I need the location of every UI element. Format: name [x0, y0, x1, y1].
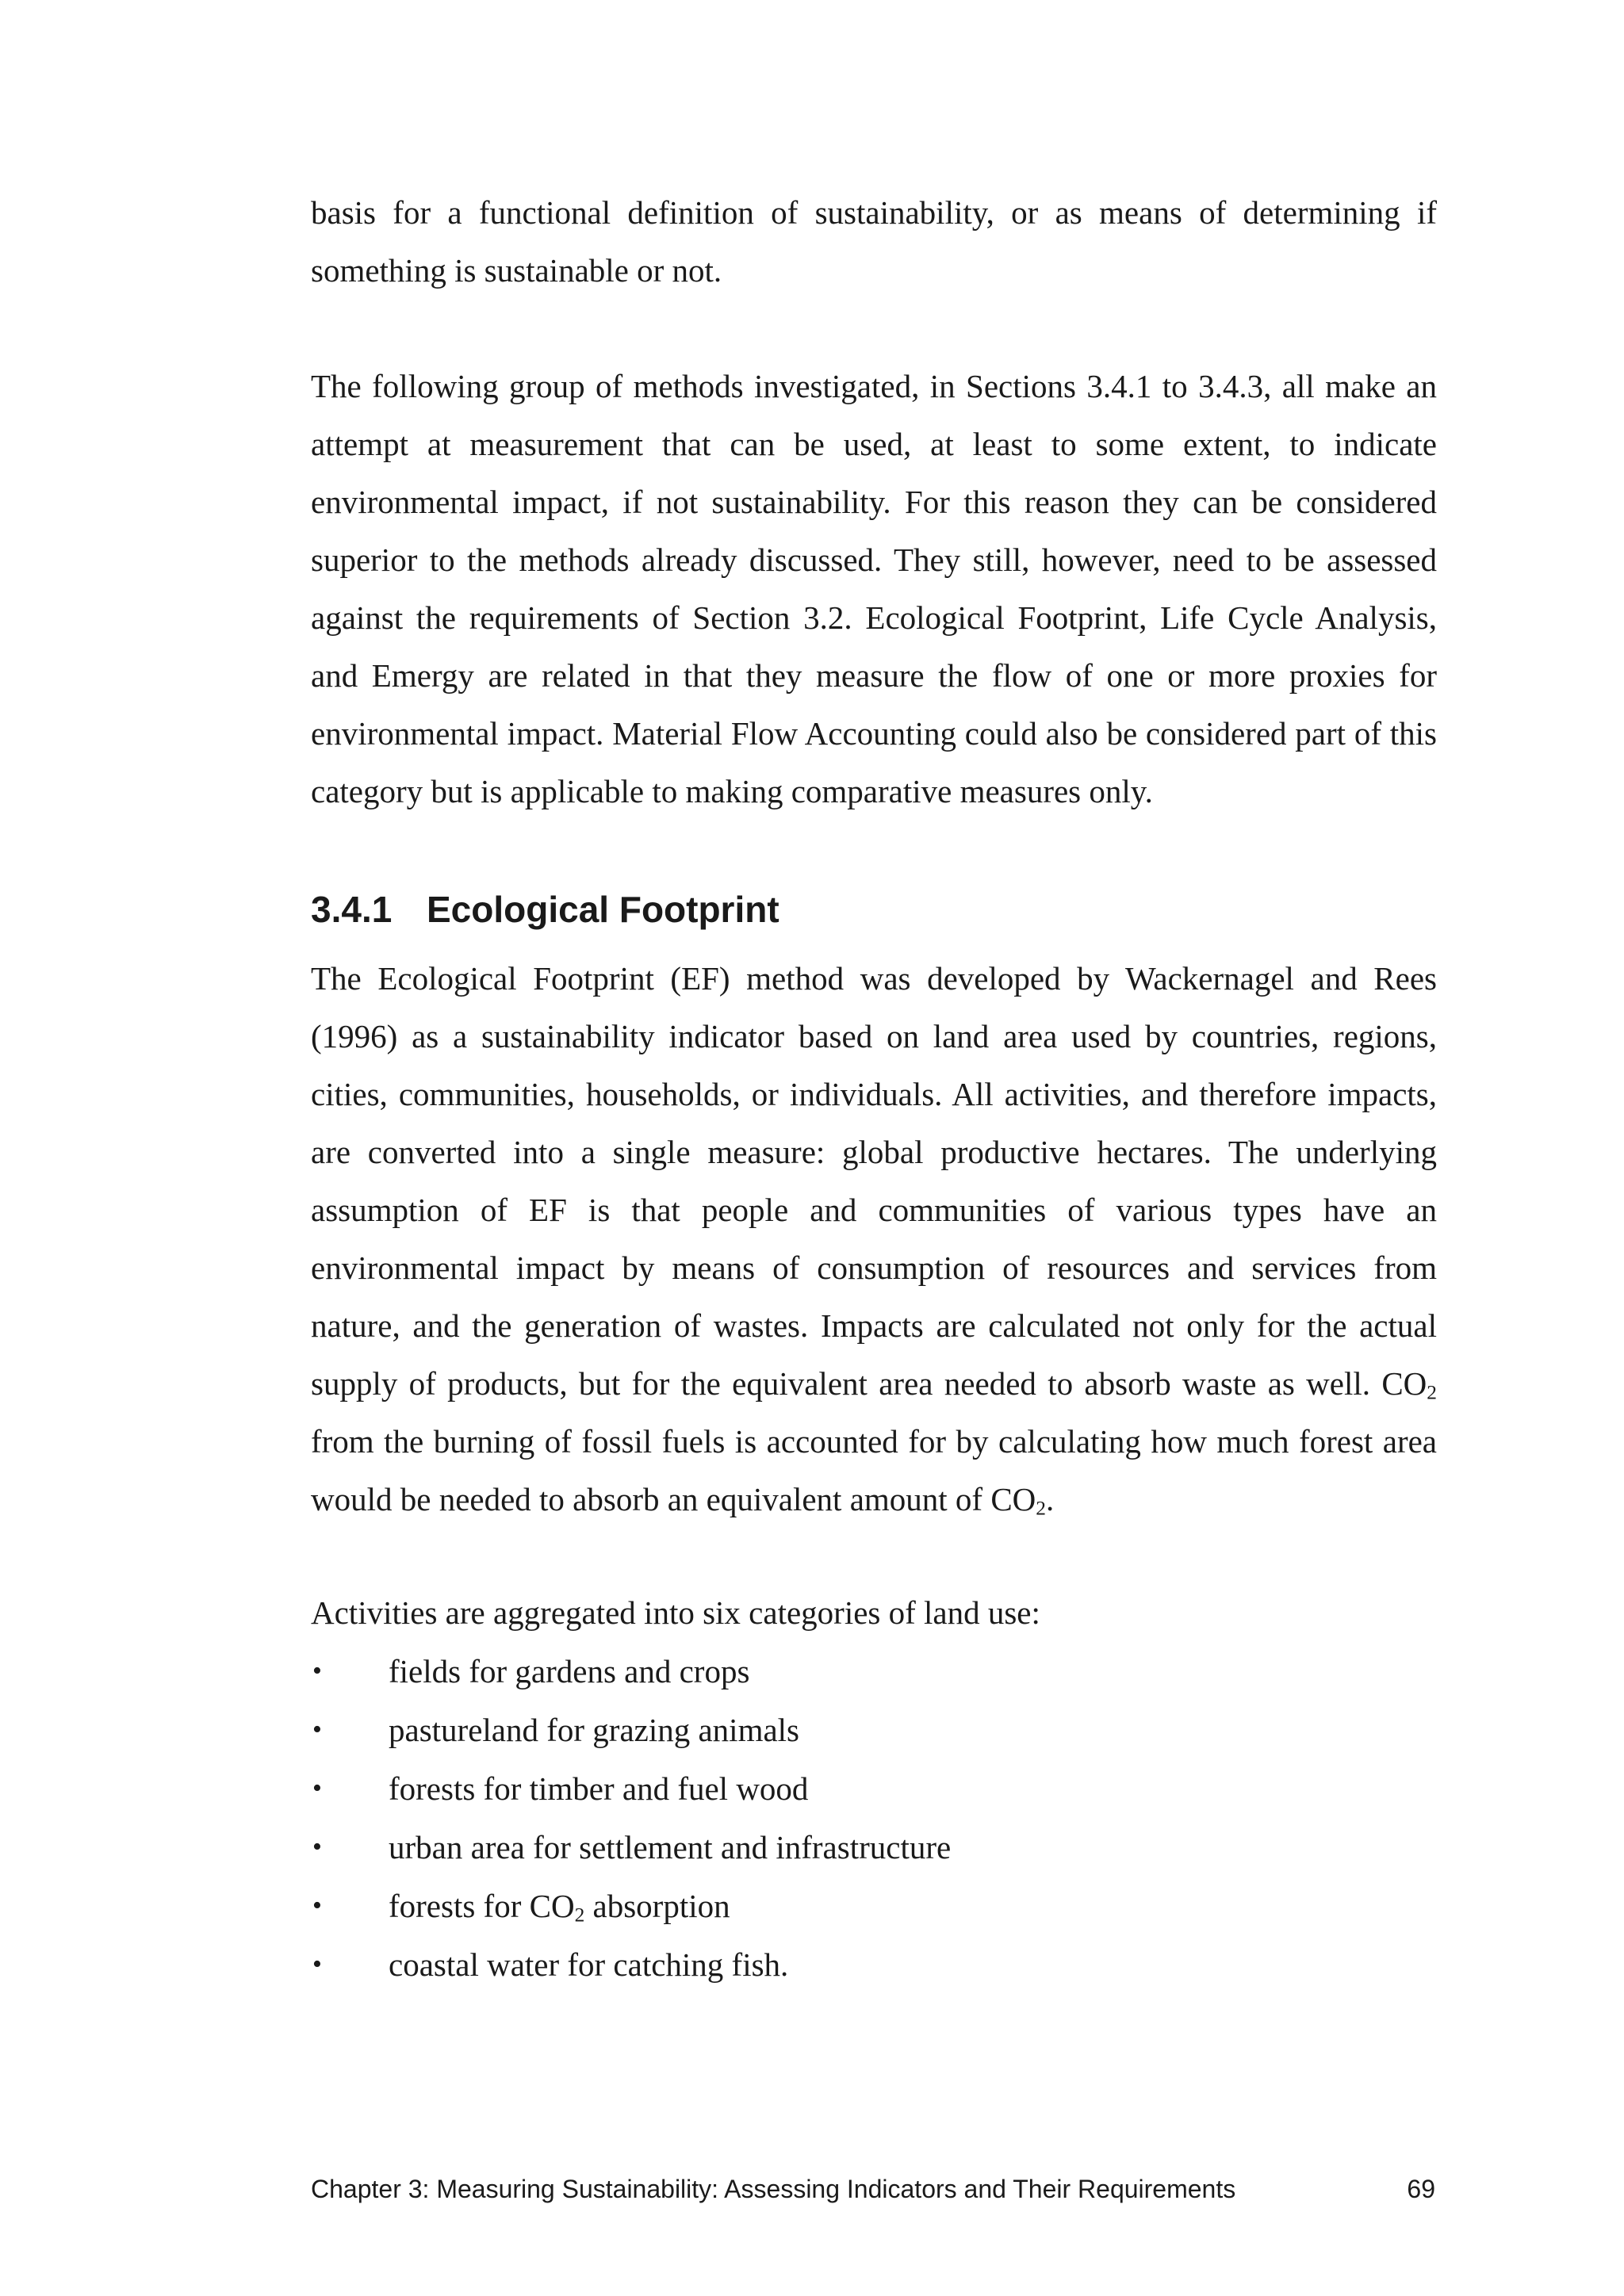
- page-number: 69: [1407, 2175, 1435, 2203]
- list-item: [311, 1701, 1437, 1759]
- list-item: [311, 1642, 1437, 1701]
- section-title: Ecological Footprint: [427, 889, 779, 930]
- list-item-text: [389, 1888, 730, 1927]
- list-item-text: forests for timber and fuel wood: [389, 1770, 809, 1807]
- paragraph-text-part-1: The Ecological Footprint (EF) method was developed by Wackernagel and Rees (1996) as a sustainability indicator based on land area used by countries, regions, cities, communities, households, or individuals. All activities, and therefore impacts, are converted into a single measure: global productive hectares. The underlying assumption of EF is that people and communities of various types have an environmental impact by means of consumption of resources and services from nature, and the generation of wastes. Impacts are calculated not only for the actual supply of products, but for the equivalent area needed to absorb waste as well. CO: [311, 960, 1437, 1402]
- section-number: 3.4.1: [311, 889, 393, 930]
- paragraph-methods-group: The following group of methods investigated, in Sections 3.4.1 to 3.4.3, all make an attempt at measurement that can be used, at least to some extent, to indicate environmental impact, if not sustainability. For this reason they can be considered superior to the methods already discussed. They still, however, need to be assessed against the requirements of Section 3.2. Ecological Footprint, Life Cycle Analysis, and Emergy are related in that they measure the flow of one or more proxies for environmental impact. Material Flow Accounting could also be considered part of this category but is applicable to making comparative measures only.: [311, 368, 1437, 809]
- paragraph-land-use-intro: Activities are aggregated into six categories of land use:: [311, 1594, 1040, 1631]
- subscript-2: 2: [1427, 1381, 1437, 1404]
- subscript-2: 2: [1036, 1497, 1046, 1520]
- bullet-icon: •: [312, 1891, 322, 1920]
- footer-chapter-title: Chapter 3: Measuring Sustainability: Assessing Indicators and Their Requirements: [311, 2175, 1236, 2203]
- bullet-icon: •: [312, 1715, 322, 1744]
- paragraph-intro-continuation: basis for a functional definition of sustainability, or as means of determining if something is sustainable or not.: [311, 194, 1437, 289]
- list-item: [311, 1877, 1437, 1935]
- paragraph-text-part-2: from the burning of fossil fuels is accounted for by calculating how much forest area would be needed to absorb an equivalent amount of CO: [311, 1423, 1437, 1517]
- bullet-icon: •: [312, 1774, 322, 1803]
- paragraph-text-part-3: .: [1046, 1481, 1055, 1517]
- list-item-text: pastureland for grazing animals: [389, 1712, 800, 1748]
- bullet-icon: •: [312, 1656, 322, 1686]
- list-item: [311, 1759, 1437, 1818]
- bullet-icon: •: [312, 1950, 322, 1979]
- land-use-list: [311, 1642, 1437, 1994]
- list-item-text: urban area for settlement and infrastructure: [389, 1829, 952, 1866]
- list-item-text-part-2: absorption: [584, 1888, 730, 1924]
- list-item-text: coastal water for catching fish.: [389, 1946, 789, 1983]
- list-item-text-part-1: forests for CO: [389, 1888, 575, 1924]
- bullet-icon: •: [312, 1832, 322, 1862]
- list-item: [311, 1818, 1437, 1877]
- list-item: [311, 1935, 1437, 1994]
- section-heading: [311, 882, 779, 937]
- paragraph-ecological-footprint: [311, 950, 1437, 1529]
- page-footer: [311, 2171, 1437, 2207]
- subscript-2: 2: [574, 1904, 585, 1927]
- list-item-text: fields for gardens and crops: [389, 1653, 750, 1689]
